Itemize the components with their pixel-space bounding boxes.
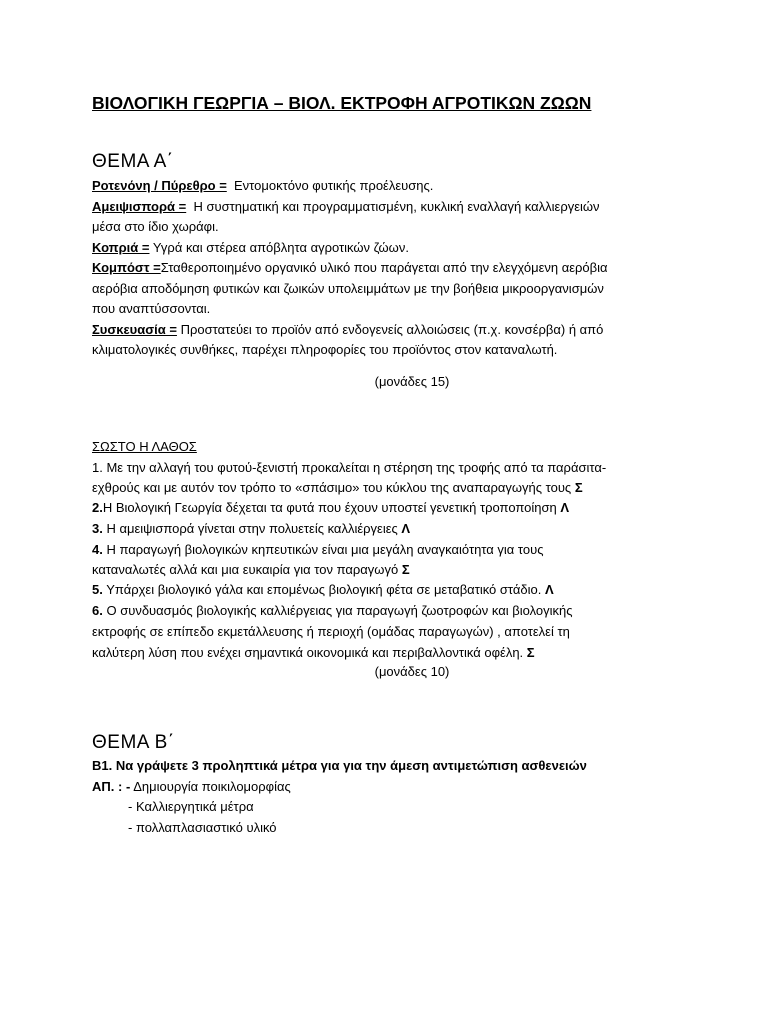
definition-text: Υγρά και στέρεα απόβλητα αγροτικών ζώων. xyxy=(152,240,409,255)
definition-text-continued: μέσα στο ίδιο χωράφι. xyxy=(92,219,219,234)
definition-text: Σταθεροποιημένο οργανικό υλικό που παράγεται από την ελεγχόμενη αερόβια xyxy=(160,260,608,275)
answer-prefix: ΑΠ. : - xyxy=(92,779,131,794)
answer-item: - πολλαπλασιαστικό υλικό xyxy=(128,820,277,835)
definition-item xyxy=(92,320,603,340)
definition-text-continued: κλιματολογικές συνθήκες, παρέχει πληροφορίες του προϊόντος στον καταναλωτή. xyxy=(92,342,558,357)
definition-term: Συσκευασία = xyxy=(92,322,177,337)
answer-mark: Λ xyxy=(560,500,570,515)
question-b1: Β1. Να γράψετε 3 προληπτικά μέτρα για για την άμεση αντιμετώπιση ασθενειών xyxy=(92,758,587,773)
definition-item xyxy=(92,176,433,196)
definition-text: Εντομοκτόνο φυτικής προέλευσης. xyxy=(234,178,434,193)
answer-mark: Σ xyxy=(526,645,535,660)
true-false-item xyxy=(92,519,410,539)
item-text: καλύτερη λύση που ενέχει σημαντικά οικονομικά και περιβαλλοντικά οφέλη. xyxy=(92,645,524,660)
item-text: εχθρούς και με αυτόν τον τρόπο το «σπάσιμο» του κύκλου της αναπαραγωγής τους xyxy=(92,480,572,495)
item-text: Υπάρχει βιολογικό γάλα και επομένως βιολογική φέτα σε μεταβατικό στάδιο. xyxy=(106,582,542,597)
definition-term: Κοπριά = xyxy=(92,240,150,255)
item-number: 1. xyxy=(92,460,103,475)
item-text: Η παραγωγή βιολογικών κηπευτικών είναι μια μεγάλη αναγκαιότητα για τους xyxy=(106,542,544,557)
definition-item xyxy=(92,238,409,258)
definition-text-continued: αερόβια αποδόμηση φυτικών και ζωικών υπολειμμάτων με την βοήθεια μικροοργανισμών xyxy=(92,281,604,296)
true-false-item xyxy=(92,458,606,478)
true-false-item-continued xyxy=(92,643,535,663)
true-false-item xyxy=(92,498,569,518)
answer-line xyxy=(92,777,291,797)
item-number: 4. xyxy=(92,542,103,557)
item-text: Η αμειψισπορά γίνεται στην πολυετείς καλλιέργειες xyxy=(106,521,398,536)
item-number: 5. xyxy=(92,582,103,597)
points-label: (μονάδες 15) xyxy=(374,374,450,389)
answer-mark: Σ xyxy=(401,562,410,577)
definition-term: Κομπόστ = xyxy=(92,260,161,275)
answer-item: - Καλλιεργητικά μέτρα xyxy=(128,799,254,814)
definition-text-continued: που αναπτύσσονται. xyxy=(92,301,211,316)
definition-term: Αμειψισπορά = xyxy=(92,199,187,214)
item-text: Με την αλλαγή του φυτού-ξενιστή προκαλείται η στέρηση της τροφής από τα παράσιτα- xyxy=(106,460,607,475)
item-number: 3. xyxy=(92,521,103,536)
definition-text: Προστατεύει το προϊόν από ενδογενείς αλλοιώσεις (π.χ. κονσέρβα) ή από xyxy=(180,322,604,337)
true-false-item-continued: εκτροφής σε επίπεδο εκμετάλλευσης ή περιοχή (ομάδας παραγωγών) , αποτελεί τη xyxy=(92,624,570,639)
item-text: Η Βιολογική Γεωργία δέχεται τα φυτά που έχουν υποστεί γενετική τροποποίηση xyxy=(102,500,557,515)
answer-mark: Σ xyxy=(574,480,583,495)
document-title: ΒΙΟΛΟΓΙΚΗ ΓΕΩΡΓΙΑ – ΒΙΟΛ. ΕΚΤΡΟΦΗ ΑΓΡΟΤΙΚΩΝ ΖΩΩΝ xyxy=(92,93,592,113)
true-false-item-continued xyxy=(92,560,410,580)
item-number: 6. xyxy=(92,603,103,618)
true-false-item xyxy=(92,540,543,560)
item-text: Ο συνδυασμός βιολογικής καλλιέργειας για παραγωγή ζωοτροφών και βιολογικής xyxy=(106,603,573,618)
item-text: καταναλωτές αλλά και μια ευκαιρία για τον παραγωγό xyxy=(92,562,399,577)
true-false-item xyxy=(92,580,554,600)
true-false-item-continued xyxy=(92,478,583,498)
points-label: (μονάδες 10) xyxy=(374,664,450,679)
answer-mark: Λ xyxy=(544,582,554,597)
definition-item xyxy=(92,258,608,278)
definition-text: Η συστηματική και προγραμματισμένη, κυκλική εναλλαγή καλλιεργειών xyxy=(193,199,600,214)
item-number: 2. xyxy=(92,500,103,515)
true-false-heading: ΣΩΣΤΟ Η ΛΑΘΟΣ xyxy=(92,439,197,454)
answer-mark: Λ xyxy=(401,521,411,536)
theme-a-heading: ΘΕΜΑ Α΄ xyxy=(92,151,174,172)
answer-item: Δημιουργία ποικιλομορφίας xyxy=(133,779,291,794)
theme-b-heading: ΘΕΜΑ Β΄ xyxy=(92,732,175,753)
definition-item xyxy=(92,197,600,217)
definition-term: Ροτενόνη / Πύρεθρο = xyxy=(92,178,227,193)
true-false-item xyxy=(92,601,573,621)
